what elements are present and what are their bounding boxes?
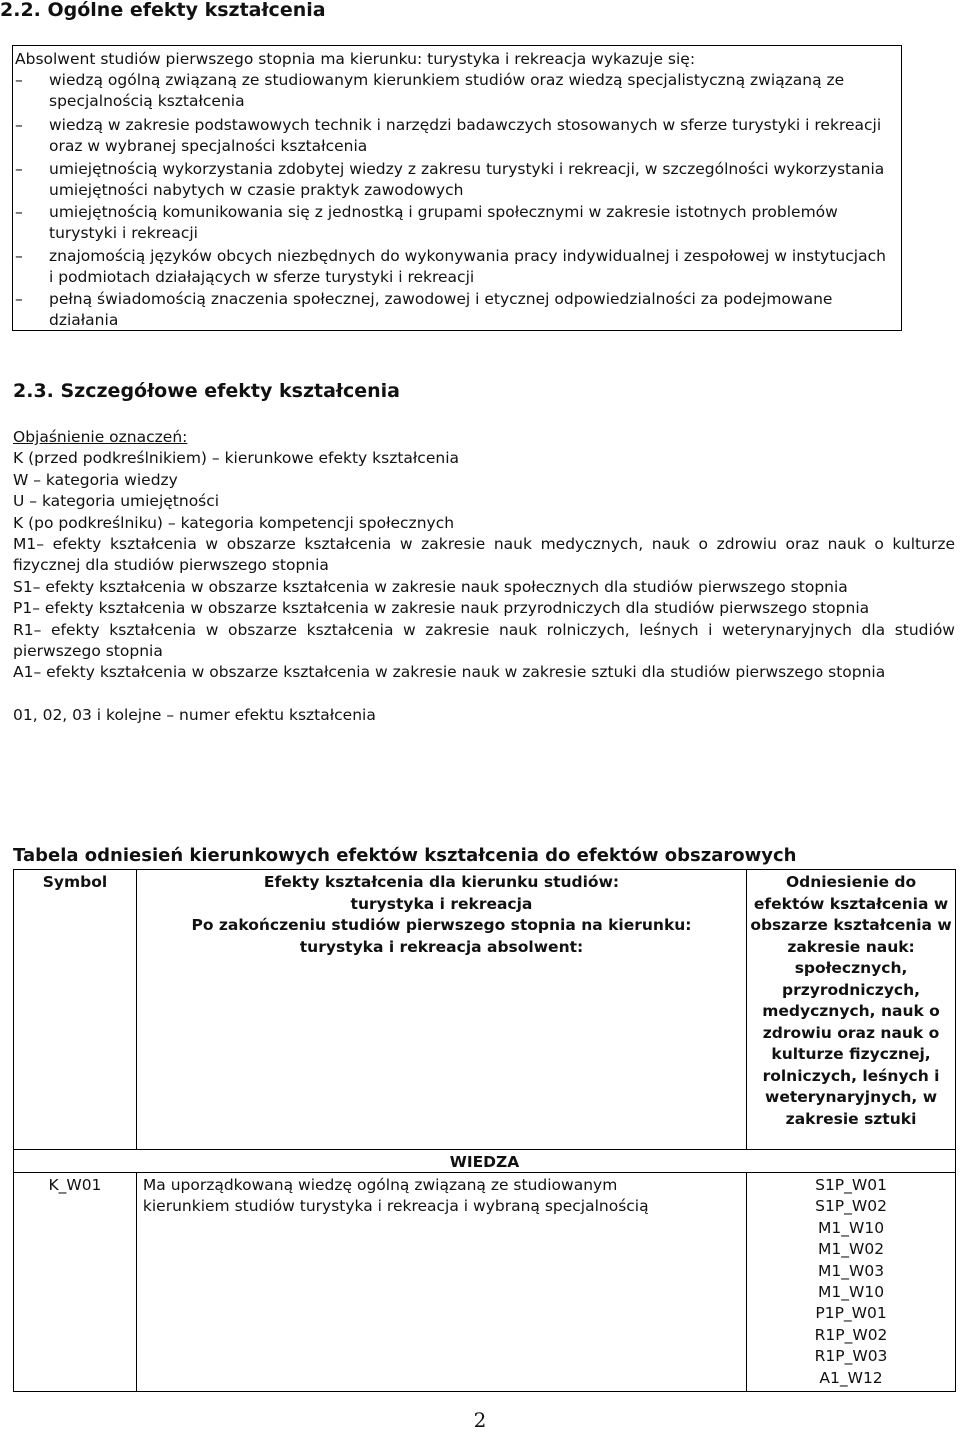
list-item-text: wiedzą w zakresie podstawowych technik i narzędzi badawczych stosowanych w sferze turystyki i rekreacji oraz w wybranej specjalności kształcenia bbox=[49, 116, 882, 155]
header-reference bbox=[747, 870, 956, 1150]
list-item-text: pełną świadomością znaczenia społecznej, zawodowej i etycznej odpowiedzialności za podejmowane działania bbox=[49, 290, 833, 329]
legend-line: K (przed podkreślnikiem) – kierunkowe efekty kształcenia bbox=[13, 449, 459, 468]
category-cell bbox=[14, 1150, 956, 1173]
category-label: WIEDZA bbox=[449, 1153, 520, 1171]
dash-bullet: – bbox=[15, 116, 23, 134]
list-item-text: znajomością języków obcych niezbędnych do wykonywania pracy indywidualnej i zespołowej w instytucjach i podmiotach działających w sferze turystyki i rekreacji bbox=[49, 247, 886, 286]
dash-bullet: – bbox=[15, 203, 23, 221]
legend-line: S1– efekty kształcenia w obszarze kształcenia w zakresie nauk społecznych dla studiów pierwszego stopnia bbox=[13, 577, 848, 596]
code-item: S1P_W01 bbox=[815, 1176, 887, 1194]
page-number: 2 bbox=[473, 1408, 487, 1432]
header-effects bbox=[136, 870, 746, 1150]
header-reference-text: Odniesienie do efektów kształcenia w obszarze kształcenia w zakresie nauk: społecznych, przyrodniczych, medycznych, nauk o zdrowiu oraz nauk o kulturze fizycznej, rolniczych, leśnych i weterynaryjnych, w zakresie sztuki bbox=[750, 873, 952, 1128]
list-item-text: umiejętnością komunikowania się z jednostką i grupami społecznymi w zakresie istotnych problemów turystyki i rekreacji bbox=[49, 203, 838, 242]
legend-line: R1– efekty kształcenia w obszarze kształcenia w zakresie nauk rolniczych, leśnych i weterynaryjnych dla studiów pierwszego stopnia bbox=[13, 620, 955, 661]
code-item: R1P_W02 bbox=[814, 1325, 888, 1344]
table-title: Tabela odniesień kierunkowych efektów kształcenia do efektów obszarowych bbox=[13, 845, 797, 866]
legend-line: P1– efekty kształcenia w obszarze kształcenia w zakresie nauk przyrodniczych dla studiów pierwszego stopnia bbox=[13, 599, 870, 618]
header-effects-line: turystyka i rekreacja bbox=[350, 894, 533, 913]
header-symbol bbox=[14, 870, 137, 1150]
general-effects-box bbox=[12, 45, 902, 331]
list-item-text: umiejętnością wykorzystania zdobytej wiedzy z zakresu turystyki i rekreacji, w szczególności wykorzystania umiejętności nabytych w czasie praktyk zawodowych bbox=[49, 160, 885, 199]
code-item: R1P_W03 bbox=[814, 1347, 888, 1366]
code-item: M1_W02 bbox=[818, 1240, 885, 1259]
header-effects-line: turystyka i rekreacja absolwent: bbox=[299, 937, 584, 956]
row-codes bbox=[747, 1173, 956, 1392]
legend-line: K (po podkreślniku) – kategoria kompetencji społecznych bbox=[13, 513, 455, 532]
dash-bullet: – bbox=[15, 160, 23, 178]
table-header-row bbox=[14, 870, 956, 1150]
general-effects-intro: Absolwent studiów pierwszego stopnia ma kierunku: turystyka i rekreacja wykazuje się: bbox=[15, 50, 696, 68]
legend-line: A1– efekty kształcenia w obszarze kształcenia w zakresie nauk w zakresie sztuki dla studiów pierwszego stopnia bbox=[13, 663, 886, 682]
code-item: M1_W10 bbox=[818, 1283, 885, 1302]
code-item: A1_W12 bbox=[819, 1368, 883, 1387]
legend bbox=[13, 427, 955, 726]
legend-line: M1– efekty kształcenia w obszarze kształcenia w zakresie nauk medycznych, nauk o zdrowiu oraz nauk o kulturze fizycznej dla studiów pierwszego stopnia bbox=[13, 535, 955, 575]
dash-bullet: – bbox=[15, 290, 23, 308]
dash-bullet: – bbox=[15, 247, 23, 265]
section-23-title: 2.3. Szczegółowe efekty kształcenia bbox=[13, 380, 400, 402]
legend-line: W – kategoria wiedzy bbox=[13, 470, 178, 489]
legend-line: U – kategoria umiejętności bbox=[13, 492, 220, 511]
code-item: P1P_W01 bbox=[815, 1304, 887, 1323]
code-item: M1_W03 bbox=[818, 1261, 885, 1280]
numbers-note: 01, 02, 03 i kolejne – numer efektu kształcenia bbox=[13, 705, 376, 724]
table-row bbox=[14, 1173, 956, 1392]
code-item: S1P_W02 bbox=[815, 1197, 887, 1216]
list-item-text: wiedzą ogólną związaną ze studiowanym kierunkiem studiów oraz wiedzą specjalistyczną związaną ze specjalnością kształcenia bbox=[49, 71, 845, 110]
category-row bbox=[14, 1150, 956, 1173]
effects-table bbox=[13, 869, 956, 1392]
section-22-title: 2.2. Ogólne efekty kształcenia bbox=[0, 0, 326, 21]
code-item: M1_W10 bbox=[818, 1218, 885, 1237]
legend-title: Objaśnienie oznaczeń: bbox=[13, 428, 188, 446]
header-effects-line: Po zakończeniu studiów pierwszego stopnia na kierunku: bbox=[191, 916, 692, 934]
row-effect: Ma uporządkowaną wiedzę ogólną związaną ze studiowanym kierunkiem studiów turystyka i rekreacja i wybraną specjalnością bbox=[136, 1173, 746, 1392]
header-effects-line: Efekty kształcenia dla kierunku studiów: bbox=[263, 873, 620, 891]
row-symbol: K_W01 bbox=[14, 1173, 137, 1392]
dash-bullet: – bbox=[15, 71, 23, 89]
header-symbol-text: Symbol bbox=[42, 873, 108, 891]
